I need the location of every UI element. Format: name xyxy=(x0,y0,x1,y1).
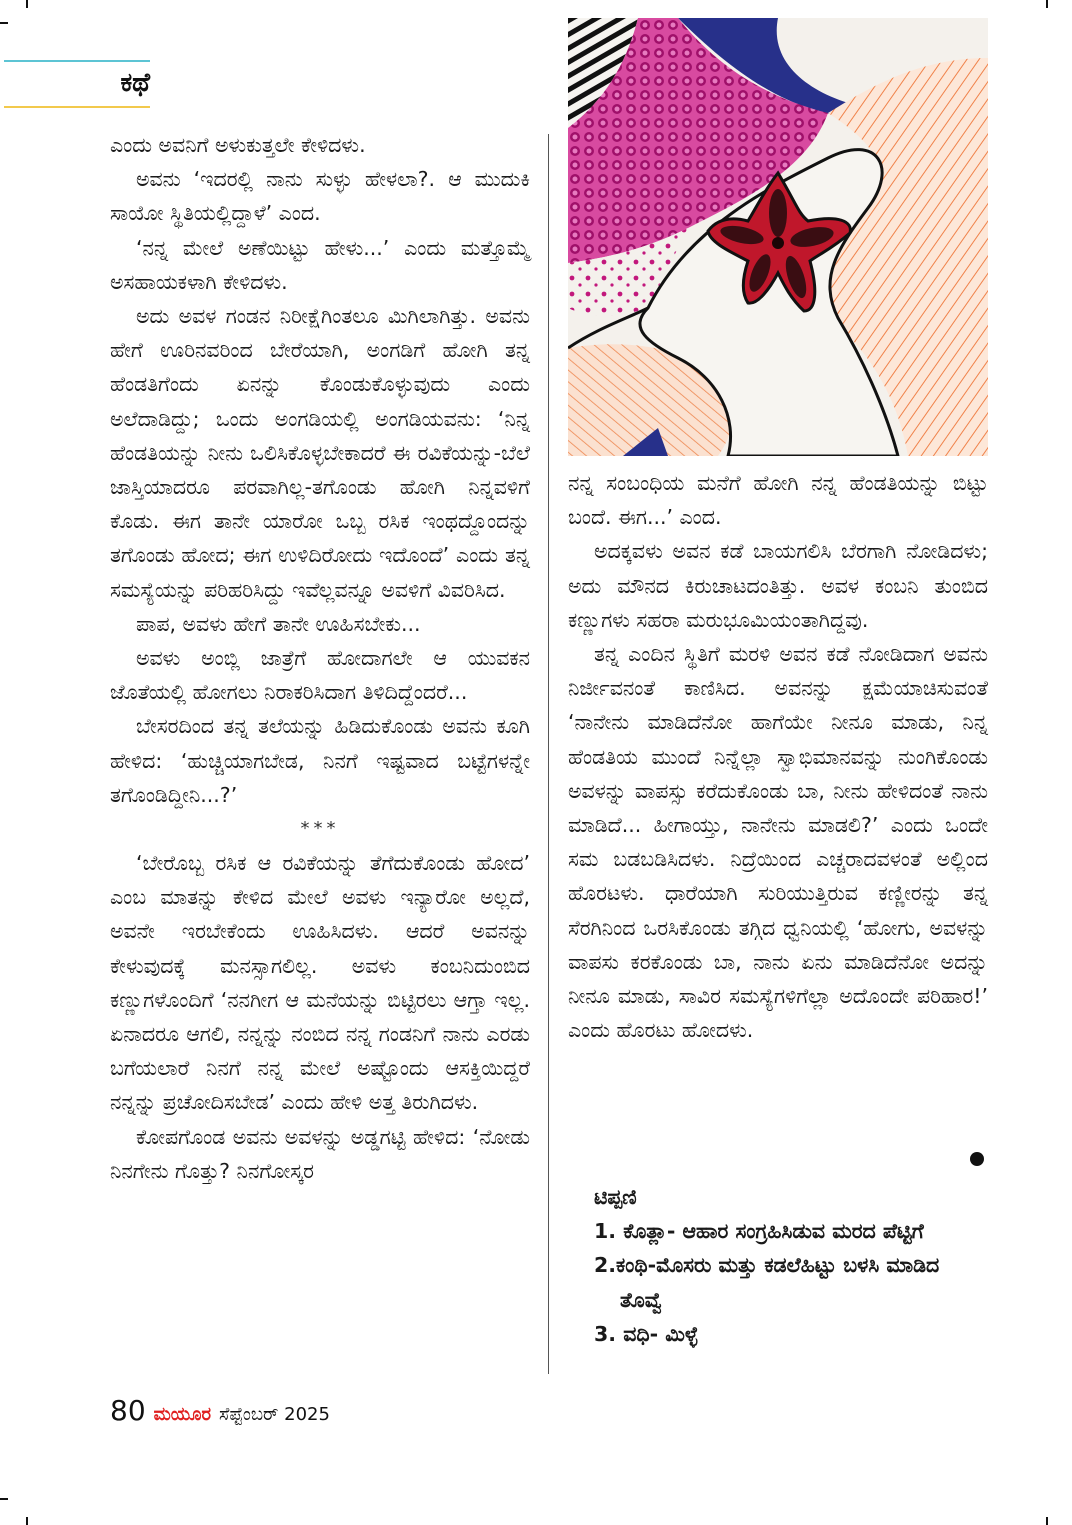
paragraph: ಬೇಸರದಿಂದ ತನ್ನ ತಲೆಯನ್ನು ಹಿಡಿದುಕೊಂಡು ಅವನು ಕೂಗಿ ಹೇಳಿದ: ‘ಹುಚ್ಚಿಯಾಗಬೇಡ, ನಿನಗೆ ಇಷ್ಟವಾದ ಬಟ್ಟೆಗಳನ್ನೇ ತಗೊಂಡಿದ್ದೀನಿ...?’ xyxy=(110,714,530,807)
section-label: ಕಥೆ xyxy=(120,68,150,98)
issue-date: ಸೆಪ್ಟೆಂಬರ್ 2025 xyxy=(219,1404,330,1425)
footnote-item: 2.ಕಂಥಿ-ಮೊಸರು ಮತ್ತು ಕಡಲೆಹಿಟ್ಟು ಬಳಸಿ ಮಾಡಿದ ತೊವ್ವೆ xyxy=(594,1253,940,1312)
section-separator: *** xyxy=(300,818,340,840)
paragraph: ಕೋಪಗೊಂಡ ಅವನು ಅವಳನ್ನು ಅಡ್ಡಗಟ್ಟಿ ಹೇಳಿದ: ‘ನೋಡು ನಿನಗೇನು ಗೊತ್ತು? ನಿನಗೋಸ್ಕರ xyxy=(110,1124,530,1183)
section-rule-top xyxy=(4,60,150,62)
paragraph: ಅದಕ್ಕವಳು ಅವನ ಕಡೆ ಬಾಯಗಲಿಸಿ ಬೆರಗಾಗಿ ನೋಡಿದಳು; ಅದು ಮೌನದ ಕಿರುಚಾಟದಂತಿತ್ತು. ಅವಳ ಕಂಬನಿ ತುಂಬಿದ ಕಣ್ಣುಗಳು ಸಹರಾ ಮರುಭೂಮಿಯಂತಾಗಿದ್ದವು. xyxy=(568,539,988,632)
footnotes xyxy=(594,1180,984,1351)
page-footer xyxy=(110,1394,330,1430)
paragraph: ಅವಳು ಅಂಬ್ಲಿ ಜಾತ್ರೆಗೆ ಹೋದಾಗಲೇ ಆ ಯುವಕನ ಜೊತೆಯಲ್ಲಿ ಹೋಗಲು ನಿರಾಕರಿಸಿದಾಗ ತಿಳಿದಿದ್ದೆಂದರೆ... xyxy=(110,646,530,705)
footnote-item: 3. ವಧಿ- ಮಿಳ್ಳೆ xyxy=(594,1321,699,1346)
footnote-item: 1. ಕೊತ್ಲಾ- ಆಹಾರ ಸಂಗ್ರಹಿಸಿಡುವ ಮರದ ಪೆಟ್ಟಿಗೆ xyxy=(594,1219,924,1244)
crop-mark xyxy=(0,1498,8,1500)
left-text-column xyxy=(110,128,530,1188)
artwork-image xyxy=(568,18,988,456)
paragraph: ತನ್ನ ಎಂದಿನ ಸ್ಥಿತಿಗೆ ಮರಳಿ ಅವನ ಕಡೆ ನೋಡಿದಾಗ ಅವನು ನಿರ್ಜೀವನಂತೆ ಕಾಣಿಸಿದ. ಅವನನ್ನು ಕ್ಷಮೆಯಾಚಿಸುವಂತೆ ‘ನಾನೇನು ಮಾಡಿದೆನೋ ಹಾಗೆಯೇ ನೀನೂ ಮಾಡು, ನಿನ್ನ ಹೆಂಡತಿಯ ಮುಂದೆ ನಿನ್ನೆಲ್ಲಾ ಸ್ವಾಭಿಮಾನವನ್ನು ನುಂಗಿಕೊಂಡು ಅವಳನ್ನು ವಾಪಸ್ಸು ಕರೆದುಕೊಂಡು ಬಾ, ನೀನು ಹೇಳಿದಂತೆ ನಾನು ಮಾಡಿದೆ... ಹೀಗಾಯ್ತು, ನಾನೇನು ಮಾಡಲಿ?’ ಎಂದು ಒಂದೇ ಸಮ ಬಡಬಡಿಸಿದಳು. ನಿದ್ರೆಯಿಂದ ಎಚ್ಚರಾದವಳಂತೆ ಅಲ್ಲಿಂದ ಹೊರಟಳು. ಧಾರೆಯಾಗಿ ಸುರಿಯುತ್ತಿರುವ ಕಣ್ಣೀರನ್ನು ತನ್ನ ಸೆರಗಿನಿಂದ ಒರಸಿಕೊಂಡು ತಗ್ಗಿದ ಧ್ವನಿಯಲ್ಲಿ ‘ಹೋಗು, ಅವಳನ್ನು ವಾಪಸು ಕರಕೊಂಡು ಬಾ, ನಾನು ಏನು ಮಾಡಿದೆನೋ ಅದನ್ನು ನೀನೂ ಮಾಡು, ಸಾವಿರ ಸಮಸ್ಯೆಗಳಿಗೆಲ್ಲಾ ಅದೊಂದೇ ಪರಿಹಾರ!’ ಎಂದು ಹೊರಟು ಹೋದಳು. xyxy=(568,642,988,1043)
abstract-flower-illustration xyxy=(568,18,988,456)
story-end-marker xyxy=(970,1152,984,1166)
footnotes-title: ಟಿಪ್ಪಣಿ xyxy=(594,1185,637,1209)
paragraph: ಅದು ಅವಳ ಗಂಡನ ನಿರೀಕ್ಷೆಗಿಂತಲೂ ಮಿಗಿಲಾಗಿತ್ತು. ಅವನು ಹೇಗೆ ಊರಿನವರಿಂದ ಬೇರೆಯಾಗಿ, ಅಂಗಡಿಗೆ ಹೋಗಿ ತನ್ನ ಹೆಂಡತಿಗೆಂದು ಏನನ್ನು ಕೊಂಡುಕೊಳ್ಳುವುದು ಎಂದು ಅಲೆದಾಡಿದ್ದು; ಒಂದು ಅಂಗಡಿಯಲ್ಲಿ ಅಂಗಡಿಯವನು: ‘ನಿನ್ನ ಹೆಂಡತಿಯನ್ನು ನೀನು ಒಲಿಸಿಕೊಳ್ಳಬೇಕಾದರೆ ಈ ರವಿಕೆಯನ್ನು-ಬೆಲೆ ಜಾಸ್ತಿಯಾದರೂ ಪರವಾಗಿಲ್ಲ-ತಗೊಂಡು ಹೋಗಿ ನಿನ್ನವಳಿಗೆ ಕೊಡು. ಈಗ ತಾನೇ ಯಾರೋ ಒಬ್ಬ ರಸಿಕ ಇಂಥದ್ದೊಂದನ್ನು ತಗೊಂಡು ಹೋದ; ಈಗ ಉಳಿದಿರೋದು ಇದೊಂದೆ’ ಎಂದು ತನ್ನ ಸಮಸ್ಯೆಯನ್ನು ಪರಿಹರಿಸಿದ್ದು ಇವೆಲ್ಲವನ್ನೂ ಅವಳಿಗೆ ವಿವರಿಸಿದ. xyxy=(110,304,530,602)
paragraph: ಪಾಪ, ಅವಳು ಹೇಗೆ ತಾನೇ ಊಹಿಸಬೇಕು... xyxy=(136,611,421,636)
column-divider xyxy=(548,134,549,1374)
paragraph: ‘ನನ್ನ ಮೇಲೆ ಅಣೆಯಿಟ್ಟು ಹೇಳು...’ ಎಂದು ಮತ್ತೊಮ್ಮೆ ಅಸಹಾಯಕಳಾಗಿ ಕೇಳಿದಳು. xyxy=(110,235,530,294)
page-number: 80 xyxy=(110,1394,146,1427)
crop-mark xyxy=(26,0,28,8)
crop-mark xyxy=(26,1517,28,1525)
crop-mark xyxy=(1046,0,1048,8)
paragraph: ನನ್ನ ಸಂಬಂಧಿಯ ಮನೆಗೆ ಹೋಗಿ ನನ್ನ ಹೆಂಡತಿಯನ್ನು ಬಿಟ್ಟು ಬಂದೆ. ಈಗ...’ ಎಂದ. xyxy=(568,471,988,530)
right-text-column xyxy=(568,466,988,1047)
crop-mark xyxy=(0,22,8,24)
paragraph: ಅವನು ‘ಇದರಲ್ಲಿ ನಾನು ಸುಳ್ಳು ಹೇಳಲಾ?. ಆ ಮುದುಕಿ ಸಾಯೋ ಸ್ಥಿತಿಯಲ್ಲಿದ್ದಾಳೆ’ ಎಂದ. xyxy=(110,167,530,226)
section-rule-bottom xyxy=(4,106,150,108)
crop-mark xyxy=(1046,1517,1048,1525)
paragraph: ಎಂದು ಅವನಿಗೆ ಅಳುಕುತ್ತಲೇ ಕೇಳಿದಳು. xyxy=(110,133,366,157)
paragraph: ‘ಬೇರೊಬ್ಬ ರಸಿಕ ಆ ರವಿಕೆಯನ್ನು ತೆಗೆದುಕೊಂಡು ಹೋದ’ ಎಂಬ ಮಾತನ್ನು ಕೇಳಿದ ಮೇಲೆ ಅವಳು ಇನ್ಯಾರೋ ಅಲ್ಲದೆ, ಅವನೇ ಇರಬೇಕೆಂದು ಊಹಿಸಿದಳು. ಆದರೆ ಅವನನ್ನು ಕೇಳುವುದಕ್ಕೆ ಮನಸ್ಸಾಗಲಿಲ್ಲ. ಅವಳು ಕಂಬನಿದುಂಬಿದ ಕಣ್ಣುಗಳೊಂದಿಗೆ ‘ನನಗೀಗ ಆ ಮನೆಯನ್ನು ಬಿಟ್ಟಿರಲು ಆಗ್ತಾ ಇಲ್ಲ. ಏನಾದರೂ ಆಗಲಿ, ನನ್ನನ್ನು ನಂಬಿದ ನನ್ನ ಗಂಡನಿಗೆ ನಾನು ಎರಡು ಬಗೆಯಲಾರೆ ನಿನಗೆ ನನ್ನ ಮೇಲೆ ಅಷ್ಟೊಂದು ಆಸಕ್ತಿಯಿದ್ದರೆ ನನ್ನನ್ನು ಪ್ರಚೋದಿಸಬೇಡ’ ಎಂದು ಹೇಳಿ ಅತ್ತ ತಿರುಗಿದಳು. xyxy=(110,851,530,1115)
section-header xyxy=(4,60,150,108)
magazine-logo: ಮಯೂರ xyxy=(153,1404,212,1425)
